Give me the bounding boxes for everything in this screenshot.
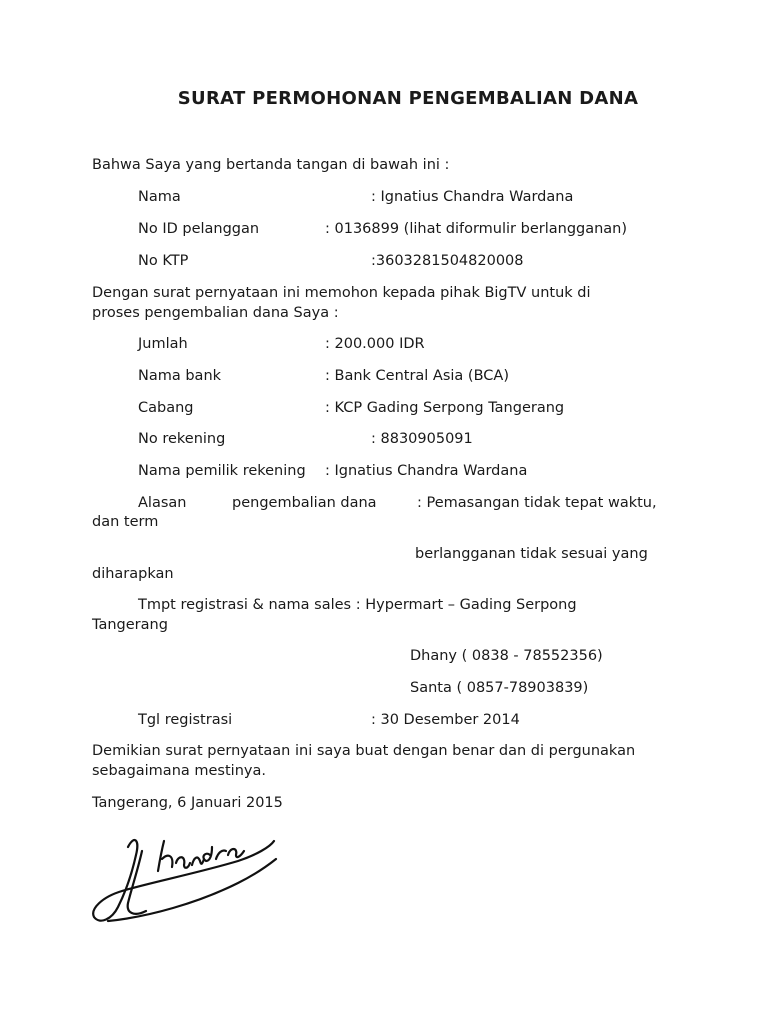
account-value: : 8830905091	[371, 431, 473, 447]
intro-text: Bahwa Saya yang bertanda tangan di bawah ini :	[92, 157, 450, 173]
registration-place-wrap: Tangerang	[92, 617, 168, 633]
sales-contact-1: Dhany ( 0838 - 78552356)	[410, 648, 603, 664]
owner-label: Nama pemilik rekening	[138, 463, 306, 479]
request-line-1: Dengan surat pernyataan ini memohon kepada pihak BigTV untuk di	[92, 285, 591, 301]
reason-value-part2: berlangganan tidak sesuai yang	[415, 546, 648, 562]
sales-contact-2: Santa ( 0857-78903839)	[410, 680, 589, 696]
owner-value: : Ignatius Chandra Wardana	[325, 463, 528, 479]
name-label: Nama	[138, 189, 181, 205]
reason-label-part2: pengembalian dana	[232, 495, 377, 511]
customer-id-label: No ID pelanggan	[138, 221, 260, 237]
ktp-label: No KTP	[138, 253, 189, 269]
reason-wrap-2: diharapkan	[92, 566, 174, 582]
signature	[88, 825, 283, 935]
account-label: No rekening	[138, 431, 226, 447]
place-date: Tangerang, 6 Januari 2015	[92, 795, 283, 811]
ktp-value: :3603281504820008	[371, 253, 524, 269]
customer-id-value: : 0136899 (lihat diformulir berlangganan)	[325, 221, 628, 237]
name-value: : Ignatius Chandra Wardana	[371, 189, 574, 205]
amount-value: : 200.000 IDR	[325, 336, 425, 352]
amount-label: Jumlah	[138, 336, 188, 352]
bank-value: : Bank Central Asia (BCA)	[325, 368, 509, 384]
reason-wrap-1: dan term	[92, 514, 159, 530]
request-line-2: proses pengembalian dana Saya :	[92, 305, 339, 321]
branch-value: : KCP Gading Serpong Tangerang	[325, 400, 565, 416]
registration-date-value: : 30 Desember 2014	[371, 712, 520, 728]
closing-line-1: Demikian surat pernyataan ini saya buat dengan benar dan di pergunakan	[92, 743, 636, 759]
reason-value-part1: : Pemasangan tidak tepat waktu,	[417, 495, 657, 511]
closing-line-2: sebagaimana mestinya.	[92, 763, 266, 779]
bank-label: Nama bank	[138, 368, 222, 384]
page-title: SURAT PERMOHONAN PENGEMBALIAN DANA	[177, 88, 639, 109]
branch-label: Cabang	[138, 400, 194, 416]
registration-place: Tmpt registrasi & nama sales : Hypermart – Gading Serpong	[138, 597, 577, 613]
reason-label-part1: Alasan	[138, 495, 187, 511]
registration-date-label: Tgl registrasi	[138, 712, 233, 728]
